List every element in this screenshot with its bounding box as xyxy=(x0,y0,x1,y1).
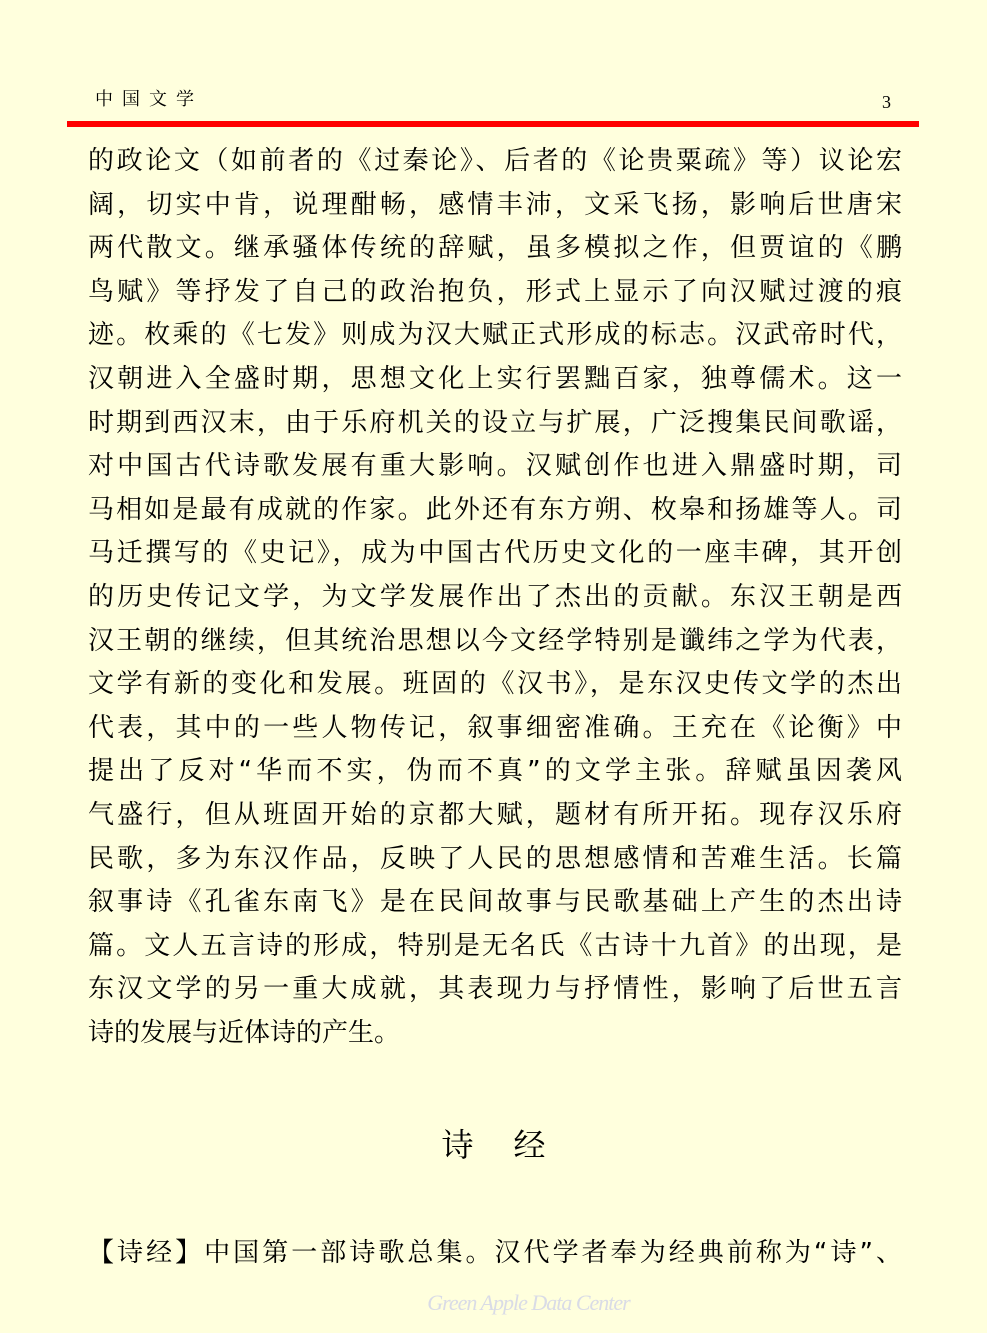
text-line: 迹。枚乘的《七发》则成为汉大赋正式形成的标志。汉武帝时代， xyxy=(88,320,902,351)
text-line: 提出了反对“华而不实，伪而不真”的文学主张。辞赋虽因袭风 xyxy=(88,756,902,787)
text-line: 的政论文（如前者的《过秦论》、后者的《论贵粟疏》等）议论宏 xyxy=(88,146,902,176)
text-line: 代表，其中的一些人物传记，叙事细密准确。王充在《论衡》中 xyxy=(88,712,902,743)
text-line: 马相如是最有成就的作家。此外还有东方朔、枚皋和扬雄等人。司 xyxy=(88,494,902,525)
watermark: Green Apple Data Center xyxy=(427,1290,630,1315)
text-line: 民歌，多为东汉作品，反映了人民的思想感情和苦难生活。长篇 xyxy=(88,843,902,874)
text-line: 诗的发展与近体诗的产生。 xyxy=(88,1017,401,1048)
text-line: 鸟赋》等抒发了自己的政治抱负，形式上显示了向汉赋过渡的痕 xyxy=(88,276,902,307)
text-line: 马迁撰写的《史记》，成为中国古代历史文化的一座丰碑，其开创 xyxy=(88,538,902,569)
page-number: 3 xyxy=(882,92,891,112)
section-title-char: 诗 xyxy=(441,1126,474,1164)
text-line: 时期到西汉末，由于乐府机关的设立与扩展，广泛搜集民间歌谣， xyxy=(88,407,902,438)
text-line: 文学有新的变化和发展。班固的《汉书》，是东汉史传文学的杰出 xyxy=(88,669,902,700)
text-line: 阔，切实中肯，说理酣畅，感情丰沛，文采飞扬，影响后世唐宋 xyxy=(88,189,902,220)
running-header-title: 中国文学 xyxy=(95,89,203,110)
text-line: 对中国古代诗歌发展有重大影响。汉赋创作也进入鼎盛时期，司 xyxy=(88,451,902,482)
text-line: 叙事诗《孔雀东南飞》是在民间故事与民歌基础上产生的杰出诗 xyxy=(88,887,902,918)
text-line: 气盛行，但从班固开始的京都大赋，题材有所开拓。现存汉乐府 xyxy=(88,799,902,830)
header-rule xyxy=(67,121,919,127)
text-line: 汉王朝的继续，但其统治思想以今文经学特别是谶纬之学为代表， xyxy=(88,625,902,656)
text-line: 两代散文。继承骚体传统的辞赋，虽多模拟之作，但贾谊的《鹏 xyxy=(88,233,902,264)
section-title-char: 经 xyxy=(513,1126,546,1164)
body-text xyxy=(88,140,902,1055)
entry-paragraph-start: 【诗经】中国第一部诗歌总集。汉代学者奉为经典前称为“诗”、 xyxy=(88,1238,902,1268)
text-line: 汉朝进入全盛时期，思想文化上实行罢黜百家，独尊儒术。这一 xyxy=(88,363,902,394)
text-line: 篇。文人五言诗的形成，特别是无名氏《古诗十九首》的出现，是 xyxy=(88,930,902,961)
text-line: 东汉文学的另一重大成就，其表现力与抒情性，影响了后世五言 xyxy=(88,974,902,1005)
text-line: 的历史传记文学，为文学发展作出了杰出的贡献。东汉王朝是西 xyxy=(88,581,902,612)
section-title xyxy=(0,1122,987,1168)
